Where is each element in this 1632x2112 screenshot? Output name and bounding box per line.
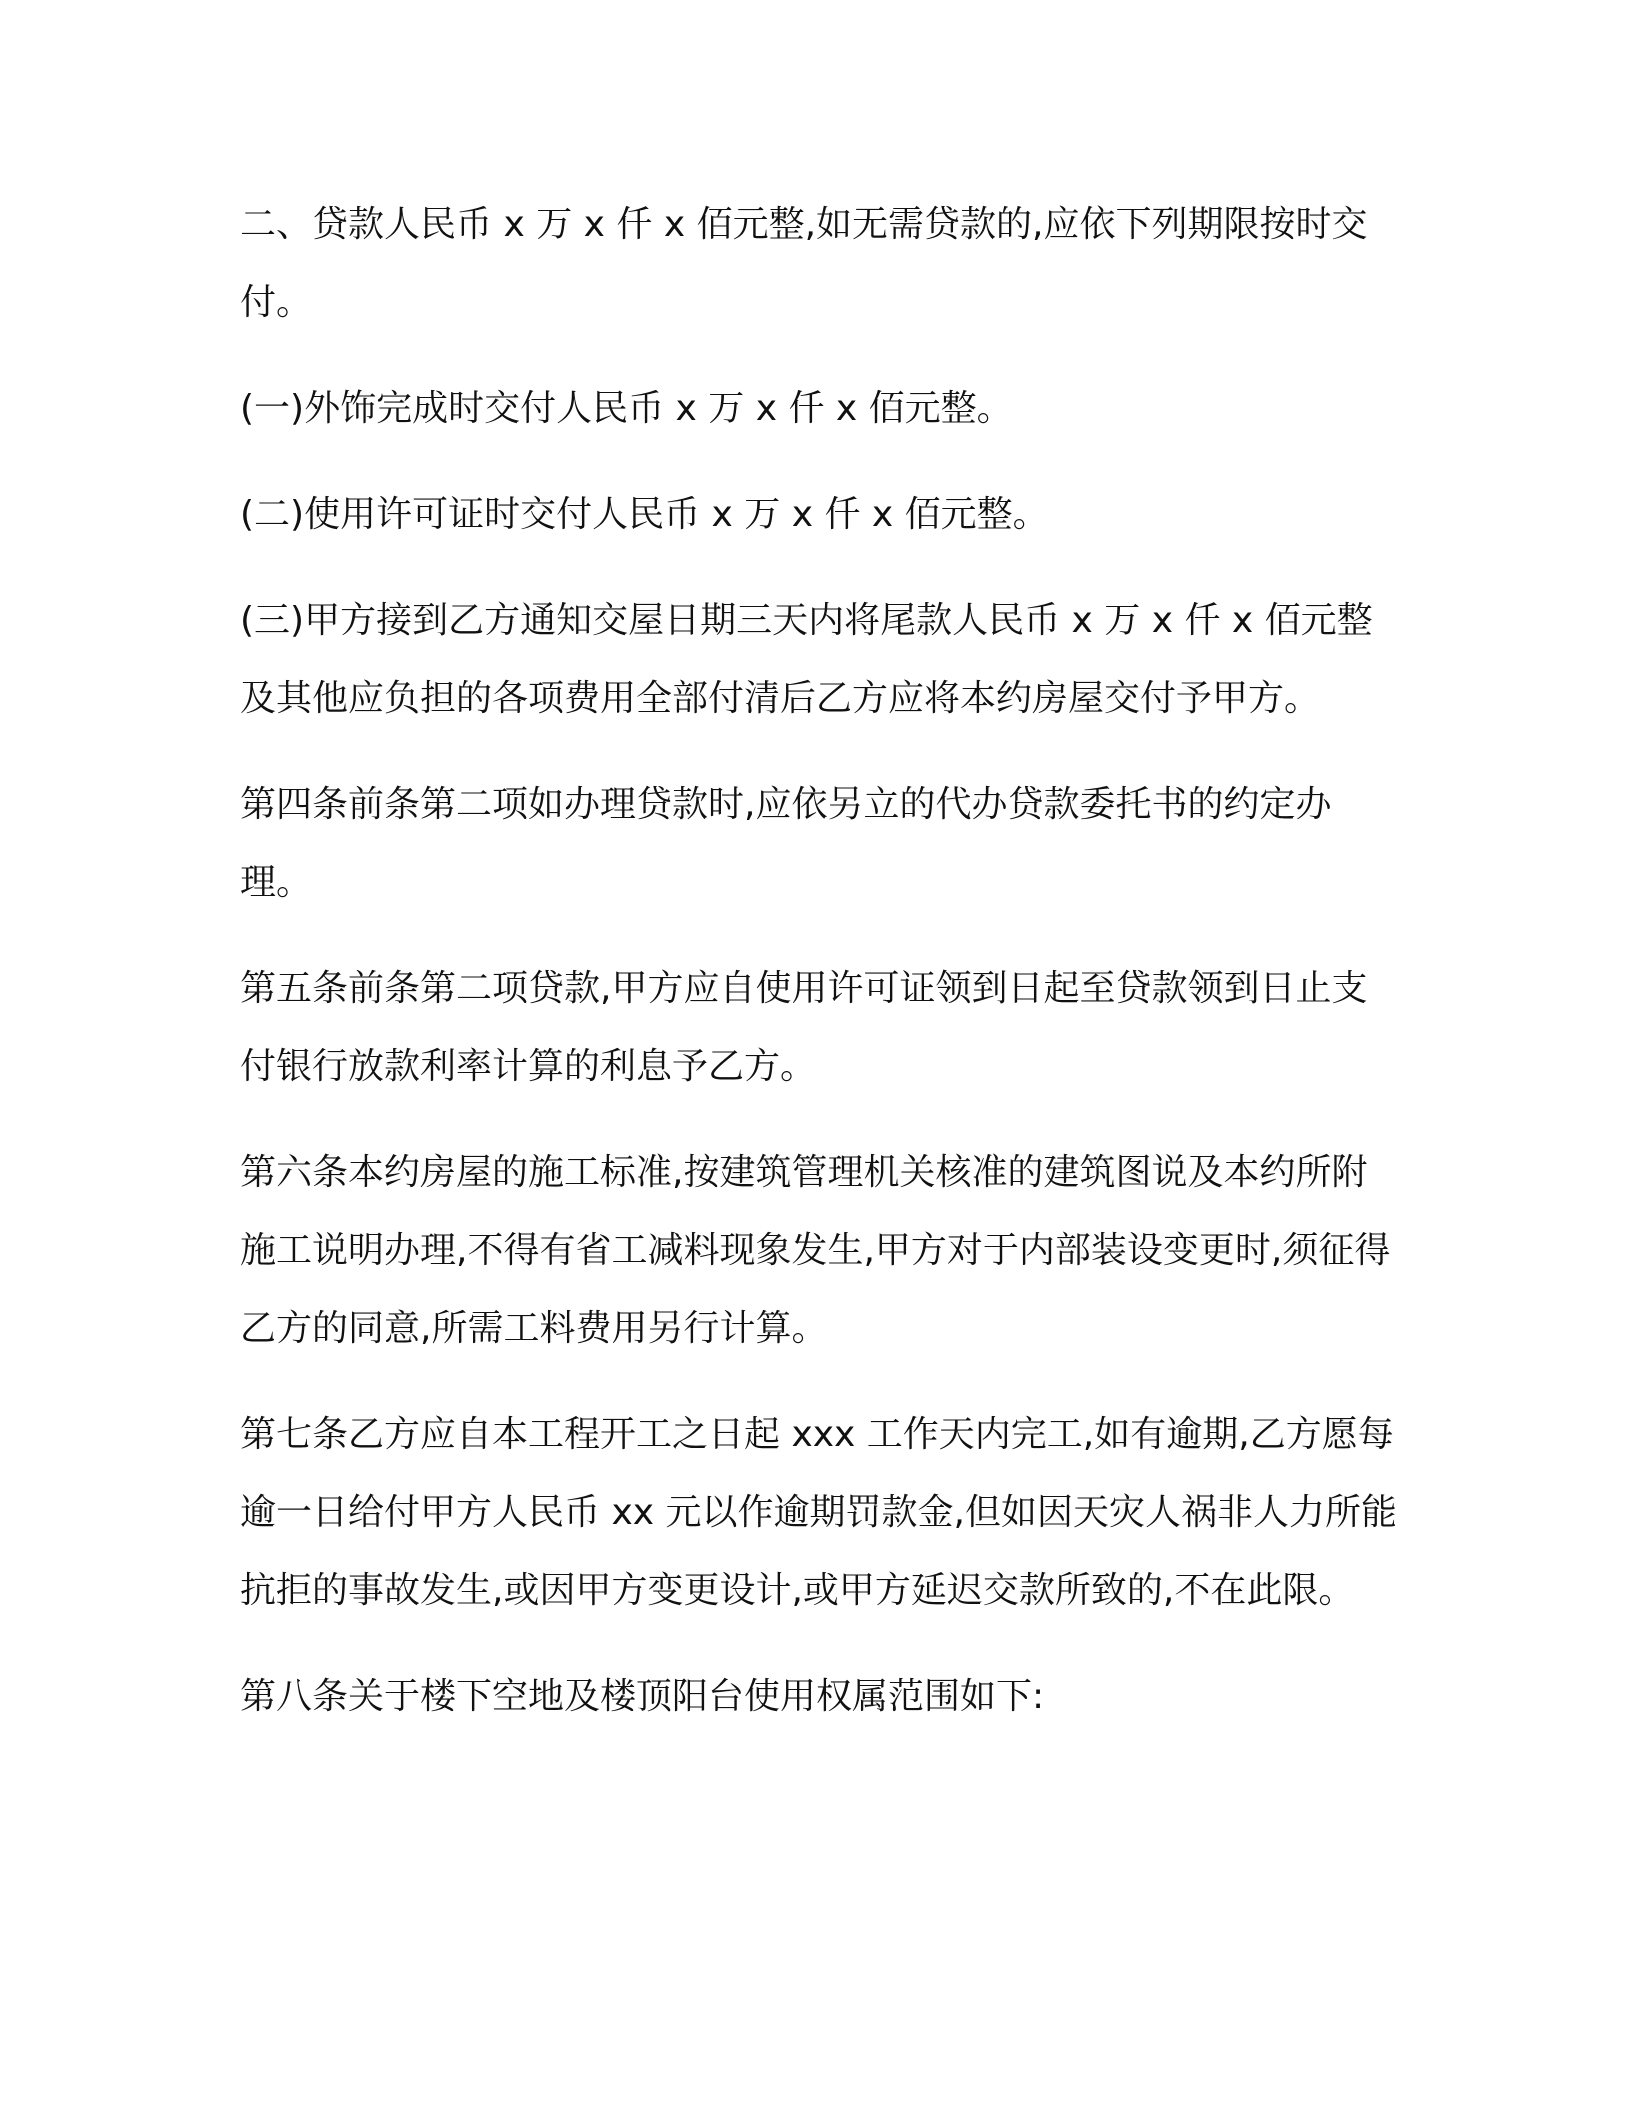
- paragraph-article-8: 第八条关于楼下空地及楼顶阳台使用权属范围如下:: [240, 1676, 1045, 1717]
- document-body: [240, 186, 1400, 1764]
- paragraph-item-2: (二)使用许可证时交付人民币 x 万 x 仟 x 佰元整。: [240, 494, 1049, 535]
- paragraph-article-6: 第六条本约房屋的施工标准,按建筑管理机关核准的建筑图说及本约所附施工说明办理,不得有省工减料现象发生,甲方对于内部装设变更时,须征得乙方的同意,所需工料费用另行计算。: [240, 1152, 1391, 1349]
- paragraph-article-5: 第五条前条第二项贷款,甲方应自使用许可证领到日起至贷款领到日止支付银行放款利率计算的利息予乙方。: [240, 968, 1368, 1087]
- paragraph-article-7: 第七条乙方应自本工程开工之日起 xxx 工作天内完工,如有逾期,乙方愿每逾一日给付甲方人民币 xx 元以作逾期罚款金,但如因天灾人祸非人力所能抗拒的事故发生,或因甲方变更设计,或甲方延迟交款所致的,不在此限。: [240, 1414, 1397, 1611]
- paragraph-item-1: (一)外饰完成时交付人民币 x 万 x 仟 x 佰元整。: [240, 388, 1013, 429]
- paragraph-article-4: 第四条前条第二项如办理贷款时,应依另立的代办贷款委托书的约定办理。: [240, 784, 1332, 903]
- paragraph-item-3: (三)甲方接到乙方通知交屋日期三天内将尾款人民币 x 万 x 仟 x 佰元整及其他应负担的各项费用全部付清后乙方应将本约房屋交付予甲方。: [240, 600, 1373, 719]
- paragraph-loan-amount: 二、贷款人民币 x 万 x 仟 x 佰元整,如无需贷款的,应依下列期限按时交付。: [240, 204, 1368, 323]
